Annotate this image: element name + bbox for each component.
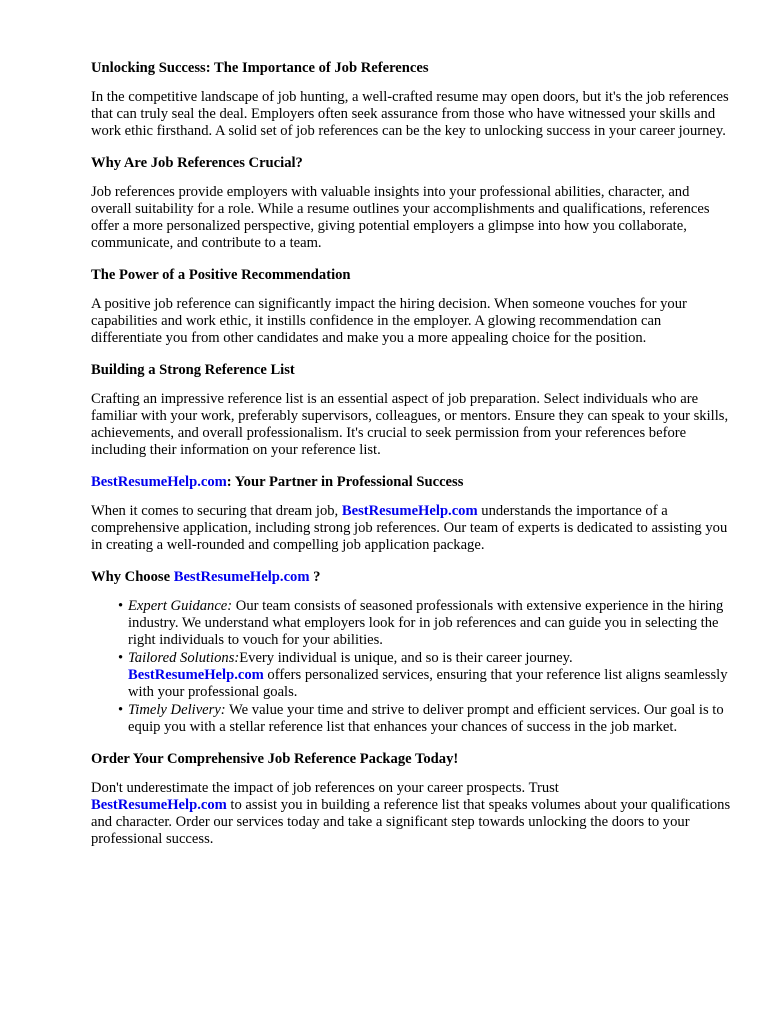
benefits-list [91, 598, 731, 736]
heading-order: Order Your Comprehensive Job Reference Package Today! [91, 751, 459, 767]
heading-power: The Power of a Positive Recommendation [91, 267, 351, 283]
brand-link[interactable]: BestResumeHelp.com [91, 474, 227, 490]
partner-text-after: understands the importance of a comprehensive application, including strong job references. Our team of experts is dedicated to assisting you in creating a well-rounded and compelling job application package. [91, 503, 728, 553]
why-choose-suffix: ? [309, 569, 321, 585]
brand-link[interactable]: BestResumeHelp.com [128, 667, 264, 683]
paragraph-building: Crafting an impressive reference list is an essential aspect of job preparation. Select individuals who are familiar with your work, preferably supervisors, colleagues, or mentors. Ensure they can speak to your skills, achievements, and overall professionalism. It's crucial to seek permission from your references before including their information on your reference list. [91, 391, 729, 458]
list-item-text: Every individual is unique, and so is their career journey. [239, 650, 573, 666]
heading-partner-text: : Your Partner in Professional Success [226, 474, 464, 490]
partner-text-before: When it comes to securing that dream job, [91, 503, 342, 519]
list-item-label: Expert Guidance: [128, 598, 233, 614]
intro-paragraph: In the competitive landscape of job hunting, a well-crafted resume may open doors, but it's the job references that can truly seal the deal. Employers often seek assurance from those who have witnessed your skills and work ethic firsthand. A solid set of job references can be the key to unlocking success in your career journey. [91, 89, 729, 139]
list-item-label: Tailored Solutions: [128, 650, 240, 666]
article [91, 60, 731, 863]
paragraph-power: A positive job reference can significantly impact the hiring decision. When someone vouches for your capabilities and work ethic, it instills confidence in the employer. A glowing recommendation can differentiate you from other candidates and make you a more appealing choice for the position. [91, 296, 687, 346]
paragraph-crucial: Job references provide employers with valuable insights into your professional abilities, character, and overall suitability for a role. While a resume outlines your accomplishments and qualifications, references offer a more personalized perspective, giving potential employers a glimpse into how you collaborate, communicate, and contribute to a team. [91, 184, 710, 251]
paragraph-order [91, 780, 731, 848]
list-item [128, 598, 731, 649]
order-text-before: Don't underestimate the impact of job references on your career prospects. Trust [91, 780, 559, 796]
paragraph-partner [91, 503, 731, 554]
order-text-after: to assist you in building a reference list that speaks volumes about your qualifications and character. Order our services today and take a significant step towards unlocking the doors to your professional success. [91, 797, 731, 847]
list-item-text: We value your time and strive to deliver prompt and efficient services. Our goal is to equip you with a stellar reference list that enhances your chances of success in the job market. [128, 702, 724, 735]
list-item-text: Our team consists of seasoned professionals with extensive experience in the hiring industry. We understand what employers look for in job references and can guide you in selecting the right individuals to vouch for your abilities. [128, 598, 724, 648]
heading-building: Building a Strong Reference List [91, 362, 295, 378]
list-item [128, 650, 731, 701]
heading-partner [91, 474, 731, 491]
page-title: Unlocking Success: The Importance of Job References [91, 60, 429, 76]
why-choose-prefix: Why Choose [91, 569, 174, 585]
brand-link[interactable]: BestResumeHelp.com [91, 797, 227, 813]
brand-link[interactable]: BestResumeHelp.com [341, 503, 478, 519]
list-item-text: offers personalized services, ensuring that your reference list aligns seamlessly with your professional goals. [128, 667, 728, 700]
list-item-label: Timely Delivery: [128, 702, 226, 718]
heading-crucial: Why Are Job References Crucial? [91, 155, 303, 171]
heading-why-choose [91, 569, 731, 586]
list-item [128, 702, 731, 736]
brand-link[interactable]: BestResumeHelp.com [173, 569, 310, 585]
